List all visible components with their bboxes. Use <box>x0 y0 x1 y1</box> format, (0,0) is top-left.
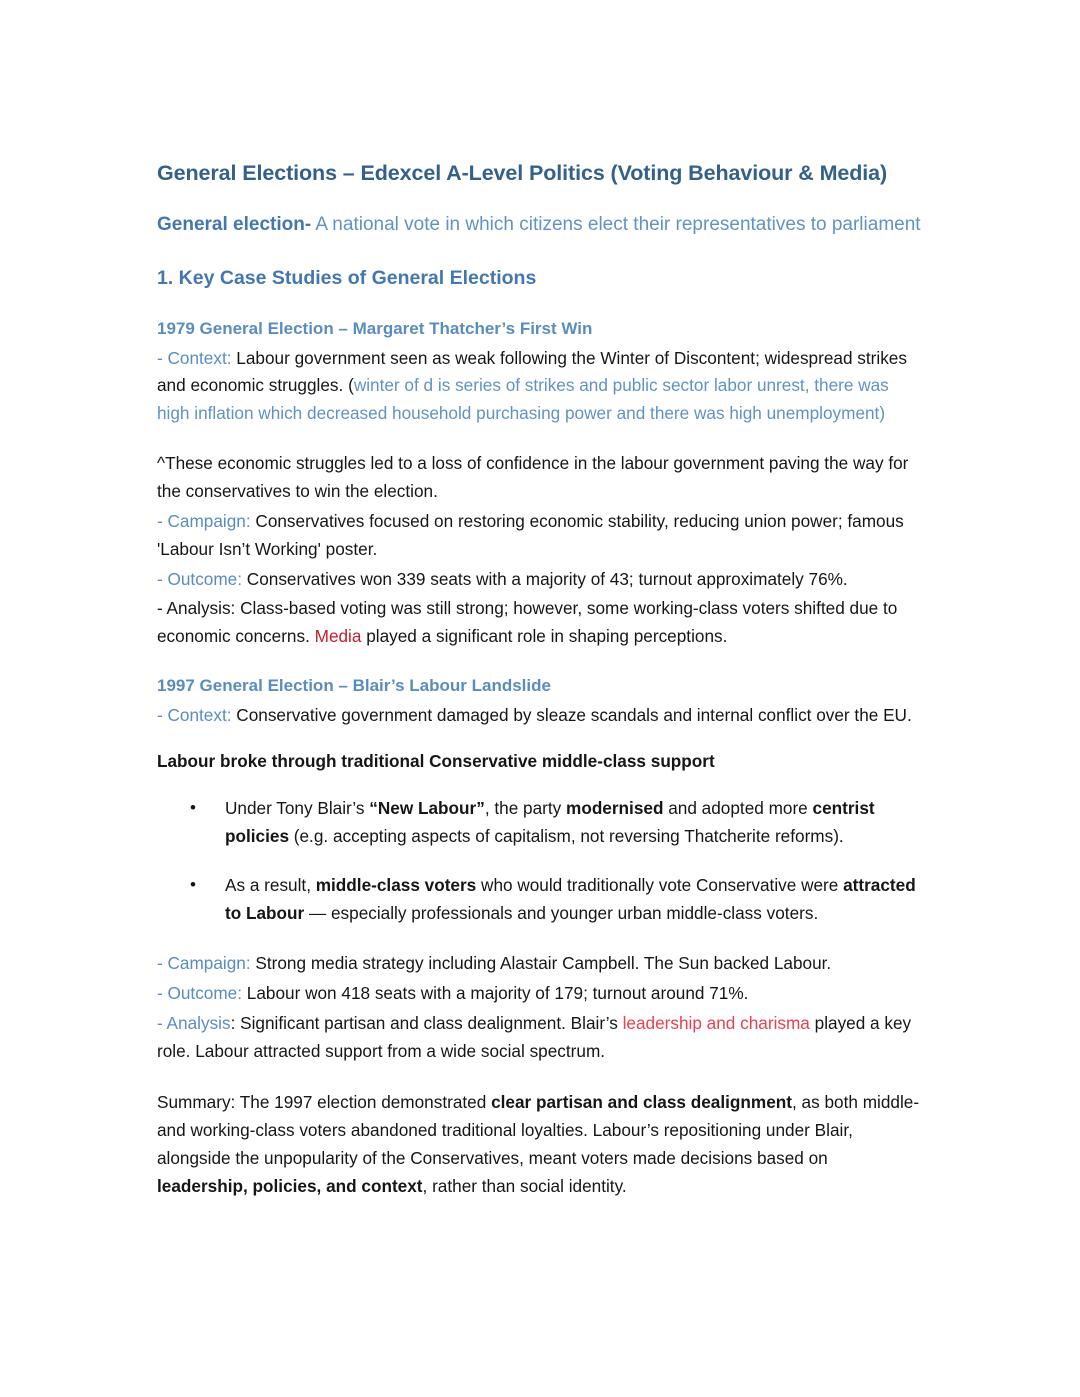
bullet-bold-part1: “New Labour” <box>369 797 485 818</box>
case-1997-campaign <box>157 950 923 978</box>
list-item <box>157 794 923 851</box>
campaign-text-1997: Strong media strategy including Alastair Campbell. The Sun backed Labour. <box>250 953 832 973</box>
page-title: General Elections – Edexcel A-Level Politics (Voting Behaviour & Media) <box>157 161 888 185</box>
bullet-dot-icon: • <box>190 797 196 817</box>
bullet-bold-part1: middle-class voters <box>315 874 477 895</box>
case-1979-campaign <box>157 508 923 564</box>
outcome-text: Conservatives won 339 seats with a majority of 43; turnout approximately 76%. <box>242 568 848 589</box>
context-text: Labour government seen as weak following the Winter of Discontent; widespread strikes and economic struggles. ( <box>157 347 907 396</box>
case-1997-analysis <box>157 1010 923 1066</box>
analysis-label-1997: - Analysis <box>157 1012 231 1033</box>
summary-text-part2: , as both middle- and working-class voters abandoned traditional loyalties. Labour’s repositioning under Blair, alongside the unpopularity of the Conservatives, meant voters made decisions based on <box>157 1092 920 1169</box>
case-1997-bullet-list <box>157 794 923 928</box>
analysis-highlight-leadership: leadership and charisma <box>622 1012 810 1033</box>
outcome-text-1997: Labour won 418 seats with a majority of 179; turnout around 71%. <box>242 982 749 1003</box>
analysis-highlight-media: Media <box>314 626 362 647</box>
campaign-label: - Campaign: <box>157 510 251 531</box>
case-heading-1997: 1997 General Election – Blair’s Labour Landslide <box>157 676 551 696</box>
bullet-text-part2: , the party <box>484 797 567 818</box>
case-1997-context <box>157 702 923 730</box>
bullet-bold-part2: attracted to Labour <box>225 874 916 924</box>
context-label: - Context: <box>157 347 232 368</box>
case-heading-1979: 1979 General Election – Margaret Thatcher’s First Win <box>157 318 593 338</box>
paragraph-spacer <box>157 430 923 450</box>
analysis-text-part1: Class-based voting was still strong; however, some working-class voters shifted due to economic concerns. <box>157 598 898 647</box>
campaign-label-1997: - Campaign: <box>157 953 251 973</box>
case-1997-outcome <box>157 980 923 1008</box>
case-1979-note: ^These economic struggles led to a loss of confidence in the labour government paving the way for the conservatives to win the election. <box>157 453 909 501</box>
context-label-1997: - Context: <box>157 705 232 726</box>
definition-text: A national vote in which citizens elect their representatives to parliament <box>311 213 921 235</box>
bullet-bold-part2: modernised <box>566 797 664 818</box>
bullet-text-part1: Under Tony Blair’s <box>225 797 370 818</box>
campaign-text: Conservatives focused on restoring economic stability, reducing union power; famous 'Labour Isn’t Working' poster. <box>157 510 904 559</box>
list-item <box>157 871 923 928</box>
summary-text-part3: , rather than social identity. <box>422 1176 627 1197</box>
definition-term: General election- <box>157 213 312 235</box>
bullet-bold-part3: centrist policies <box>225 797 875 847</box>
bullet-dot-icon: • <box>190 874 196 894</box>
bullet-text-part1: As a result, <box>225 874 316 895</box>
bullet-text-part4: (e.g. accepting aspects of capitalism, not reversing Thatcherite reforms). <box>289 826 844 847</box>
analysis-text-1997-part2: played a key role. Labour attracted support from a wide social spectrum. <box>157 1012 912 1061</box>
analysis-label: - Analysis: <box>157 598 236 619</box>
document-body <box>157 160 923 1201</box>
analysis-text-part2: played a significant role in shaping perceptions. <box>361 626 728 647</box>
context-parenthetical: winter of d is series of strikes and public sector labor unrest, there was high inflation which decreased household purchasing power and there was high unemployment) <box>157 375 889 424</box>
context-text-1997: Conservative government damaged by sleaze scandals and internal conflict over the EU. <box>231 705 912 726</box>
case-1997-bold-statement: Labour broke through traditional Conservative middle-class support <box>157 750 715 771</box>
bullet-text-part3: — especially professionals and younger urban middle-class voters. <box>304 903 819 924</box>
case-1979-analysis <box>157 595 923 651</box>
section-heading: 1. Key Case Studies of General Elections <box>157 267 537 290</box>
case-1979-outcome <box>157 566 923 594</box>
summary-bold-part2: leadership, policies, and context <box>157 1176 423 1197</box>
definition-paragraph <box>157 210 923 241</box>
summary-text-part1: Summary: The 1997 election demonstrated <box>157 1092 492 1113</box>
outcome-label: - Outcome: <box>157 568 243 589</box>
case-1979-context <box>157 345 923 429</box>
summary-bold-part1: clear partisan and class dealignment <box>491 1092 792 1113</box>
summary-paragraph <box>157 1089 923 1200</box>
bullet-text-part3: and adopted more <box>663 797 813 818</box>
outcome-label-1997: - Outcome: <box>157 982 243 1003</box>
bullet-text-part2: who would traditionally vote Conservative were <box>476 874 844 895</box>
analysis-text-1997-part1: : Significant partisan and class dealignment. Blair’s <box>230 1012 623 1033</box>
